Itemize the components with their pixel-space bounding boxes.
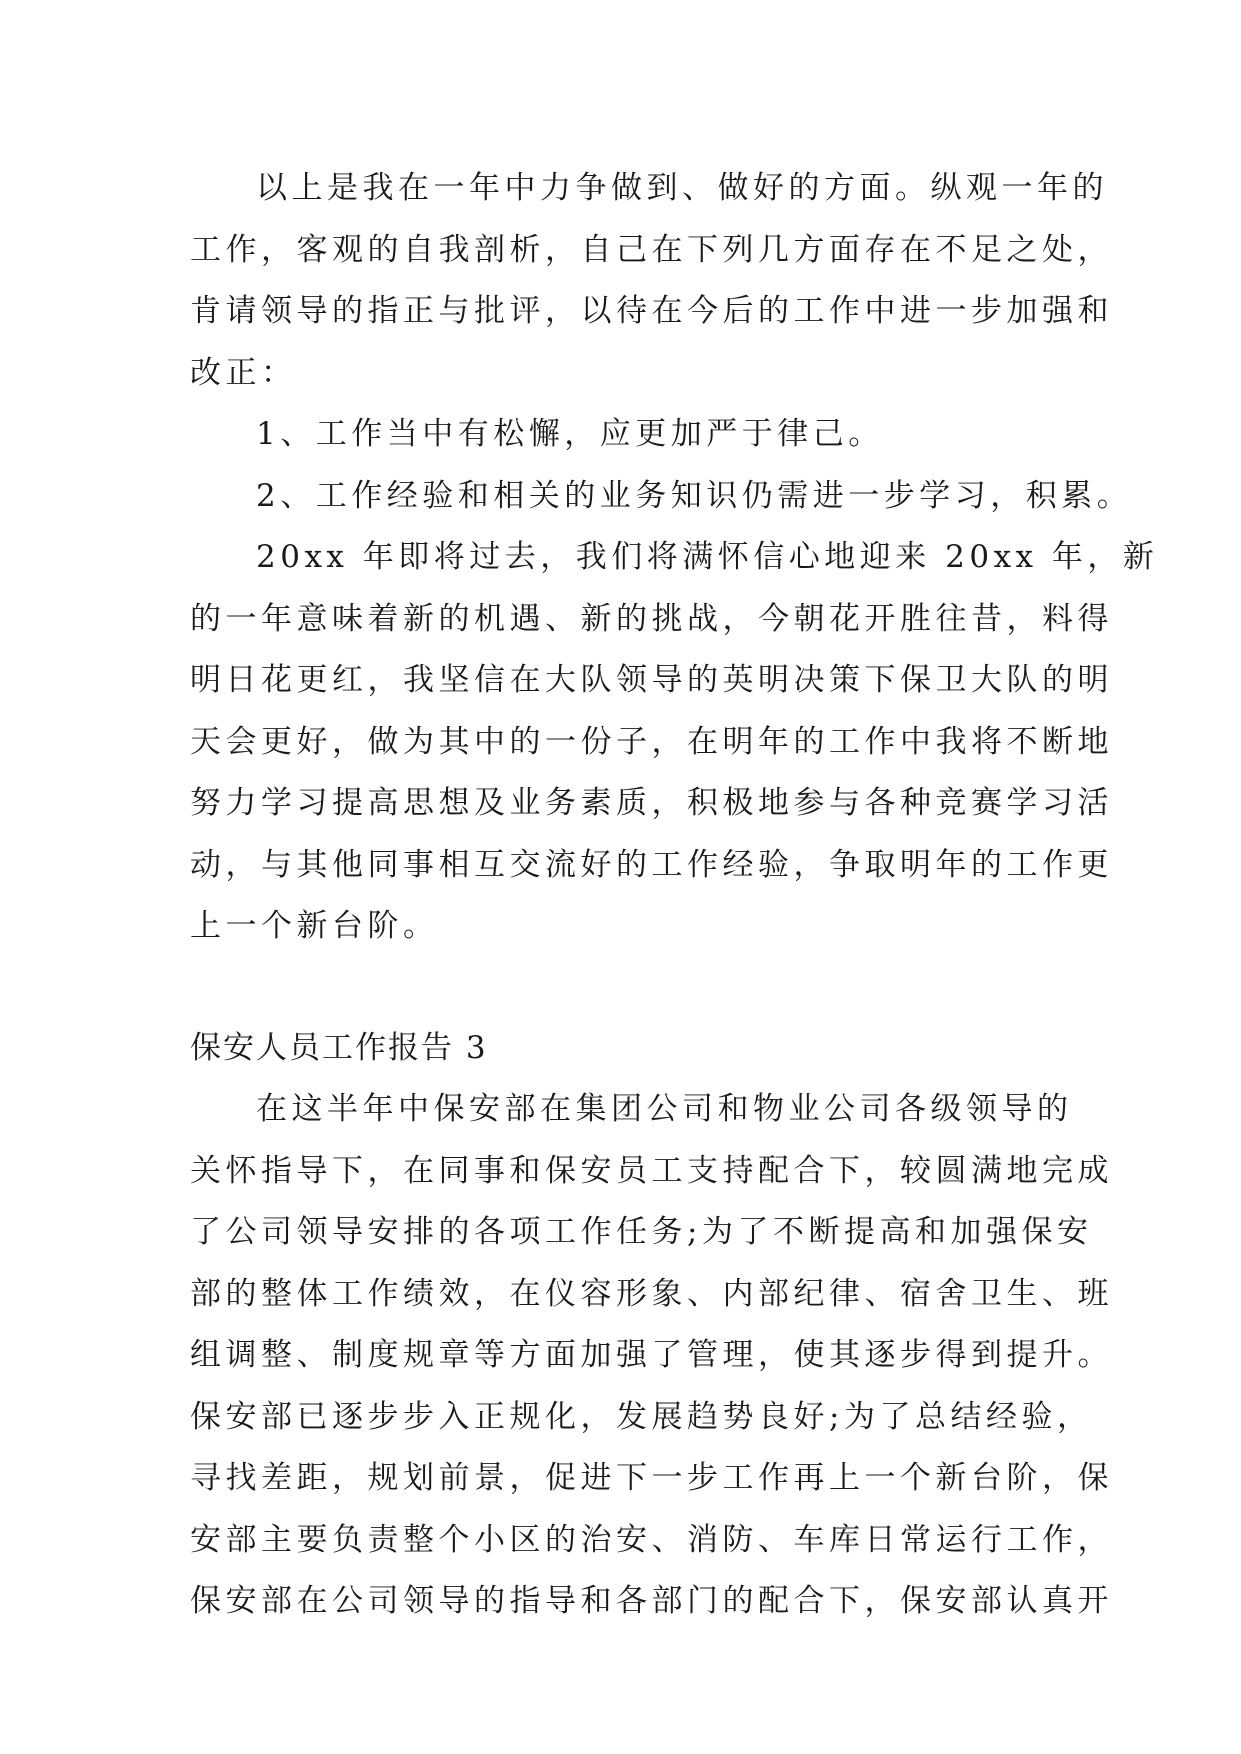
section-spacer [190, 958, 1056, 1018]
paragraph-line: 上一个新台阶。 [190, 908, 439, 944]
paragraph-line: 寻找差距，规划前景，促进下一步工作再上一个新台阶，保 [190, 1460, 1113, 1496]
paragraph-line: 了公司领导安排的各项工作任务;为了不断提高和加强保安 [190, 1214, 1093, 1250]
paragraph-line: 安部主要负责整个小区的治安、消防、车库日常运行工作， [190, 1521, 1113, 1558]
document-body [190, 158, 1159, 1633]
paragraph-line: 努力学习提高思想及业务素质，积极地参与各种竞赛学习活 [190, 785, 1113, 821]
paragraph-line: 20xx 年即将过去，我们将满怀信心地迎来 20xx 年，新 [256, 539, 1159, 575]
paragraph-line: 以上是我在一年中力争做到、做好的方面。纵观一年的 [256, 170, 1108, 206]
paragraph-line: 天会更好，做为其中的一份子，在明年的工作中我将不断地 [190, 723, 1113, 760]
section-heading: 保安人员工作报告 3 [190, 1029, 488, 1066]
paragraph-line: 改正： [190, 354, 297, 391]
paragraph-line: 部的整体工作绩效，在仪容形象、内部纪律、宿舍卫生、班 [190, 1275, 1113, 1312]
paragraph-line: 保安部在公司领导的指导和各部门的配合下，保安部认真开 [190, 1583, 1113, 1619]
paragraph-line: 保安部已逐步步入正规化，发展趋势良好;为了总结经验， [190, 1398, 1093, 1435]
paragraph-line: 组调整、制度规章等方面加强了管理，使其逐步得到提升。 [190, 1337, 1113, 1373]
paragraph-line: 动，与其他同事相互交流好的工作经验，争取明年的工作更 [190, 846, 1113, 883]
paragraph-line: 关怀指导下，在同事和保安员工支持配合下，较圆满地完成 [190, 1152, 1113, 1189]
paragraph-line: 明日花更红，我坚信在大队领导的英明决策下保卫大队的明 [190, 662, 1113, 698]
list-item: 2、工作经验和相关的业务知识仍需进一步学习，积累。 [256, 477, 1133, 514]
paragraph-line: 工作，客观的自我剖析，自己在下列几方面存在不足之处， [190, 231, 1113, 268]
paragraph-line: 肯请领导的指正与批评，以待在今后的工作中进一步加强和 [190, 293, 1113, 329]
list-item: 1、工作当中有松懈，应更加严于律己。 [256, 416, 884, 452]
paragraph-line: 在这半年中保安部在集团公司和物业公司各级领导的 [256, 1091, 1073, 1127]
paragraph-line: 的一年意味着新的机遇、新的挑战，今朝花开胜往昔，料得 [190, 600, 1113, 637]
